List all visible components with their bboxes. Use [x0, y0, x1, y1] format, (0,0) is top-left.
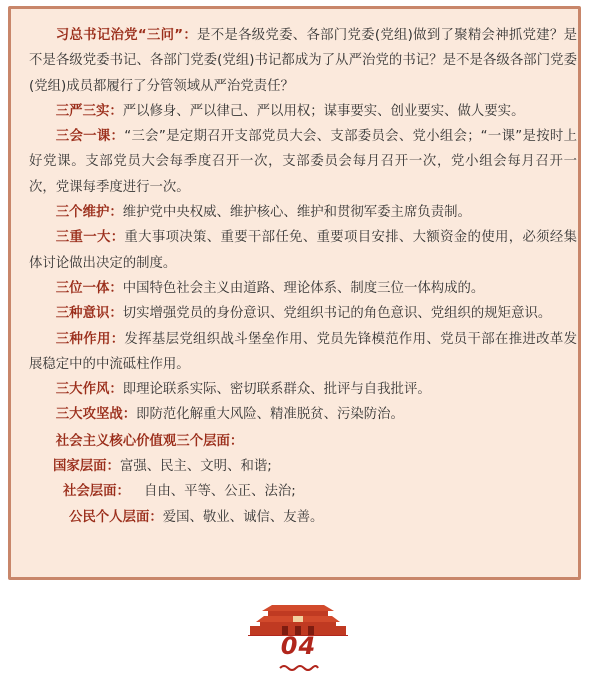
core-values-social — [29, 479, 577, 504]
term-label: 三个维护： — [55, 205, 123, 221]
content-card — [8, 6, 581, 580]
paragraph-san-zhong-yi-shi — [29, 301, 577, 326]
term-label: 公民个人层面： — [69, 509, 163, 525]
paragraph-san-wei-yi-ti — [29, 276, 577, 301]
paragraph-san-ge-wei-hu — [29, 200, 577, 225]
core-values-heading: 社会主义核心价值观三个层面： — [55, 433, 244, 449]
glossary-content — [29, 23, 577, 530]
paragraph-san-zhong-zuo-yong — [29, 327, 577, 378]
wave-decoration-icon — [279, 663, 319, 673]
term-text: “三会”是定期召开支部党员大会、支部委员会、党小组会；“一课”是按时上好党课。支部党员大会每季度召开一次，支部委员会每月召开一次，党小组会每月召开一次，党课每季度进行一次。 — [29, 129, 577, 195]
term-text: 即防范化解重大风险、精准脱贫、污染防治。 — [136, 407, 404, 423]
term-label: 三位一体： — [55, 280, 123, 296]
term-text: 是不是各级党委、各部门党委(党组)做到了聚精会神抓党建？是不是各级党委书记、各部门党委(党组)书记都成为了从严治党的书记？是不是各级各部门党委(党组)成员都履行了分管领域从严治党责任？ — [29, 28, 577, 94]
paragraph-san-da-zuo-feng — [29, 377, 577, 402]
core-values-national — [29, 454, 577, 479]
paragraph-san-wen — [29, 23, 577, 99]
term-label: 三种作用： — [55, 331, 125, 347]
term-text: 严以修身、严以律己、严以用权；谋事要实、创业要实、做人要实。 — [122, 103, 525, 119]
term-text: 发挥基层党组织战斗堡垒作用、党员先锋模范作用、党员干部在推进改革发展稳定中的中流砥柱作用。 — [29, 331, 577, 372]
term-label: 三种意识： — [55, 306, 123, 322]
term-label: 三严三实： — [55, 103, 123, 119]
core-values-individual — [29, 505, 577, 530]
paragraph-san-yan-san-shi — [29, 99, 577, 124]
term-text: 富强、民主、文明、和谐; — [119, 459, 272, 475]
core-values-section — [29, 429, 577, 530]
term-label: 三大攻坚战： — [55, 407, 137, 423]
paragraph-san-zhong-yi-da — [29, 225, 577, 276]
term-text: 爱国、敬业、诚信、友善。 — [162, 509, 324, 525]
term-label: 三重一大： — [55, 230, 125, 246]
term-label: 三会一课： — [55, 129, 125, 145]
term-text: 中国特色社会主义由道路、理论体系、制度三位一体构成的。 — [122, 280, 485, 296]
tiananmen-gate-icon — [248, 602, 348, 636]
term-label: 三大作风： — [55, 382, 123, 398]
term-text: 维护党中央权威、维护核心、维护和贯彻军委主席负责制。 — [122, 205, 471, 221]
term-label: 社会层面： — [63, 484, 130, 500]
term-label: 习总书记治党“三问”： — [55, 28, 198, 43]
term-text: 即理论联系实际、密切联系群众、批评与自我批评。 — [122, 382, 431, 398]
paragraph-san-hui-yi-ke — [29, 124, 577, 200]
term-text: 切实增强党员的身份意识、党组织书记的角色意识、党组织的规矩意识。 — [122, 306, 552, 322]
paragraph-san-da-gong-jian-zhan — [29, 402, 577, 427]
page-footer — [0, 580, 597, 683]
term-text: 自由、平等、公正、法治; — [143, 484, 296, 500]
term-text: 重大事项决策、重要干部任免、重要项目安排、大额资金的使用，必须经集体讨论做出决定的制度。 — [29, 230, 577, 271]
term-label: 国家层面： — [53, 459, 120, 475]
page-number: 04 — [280, 632, 317, 660]
